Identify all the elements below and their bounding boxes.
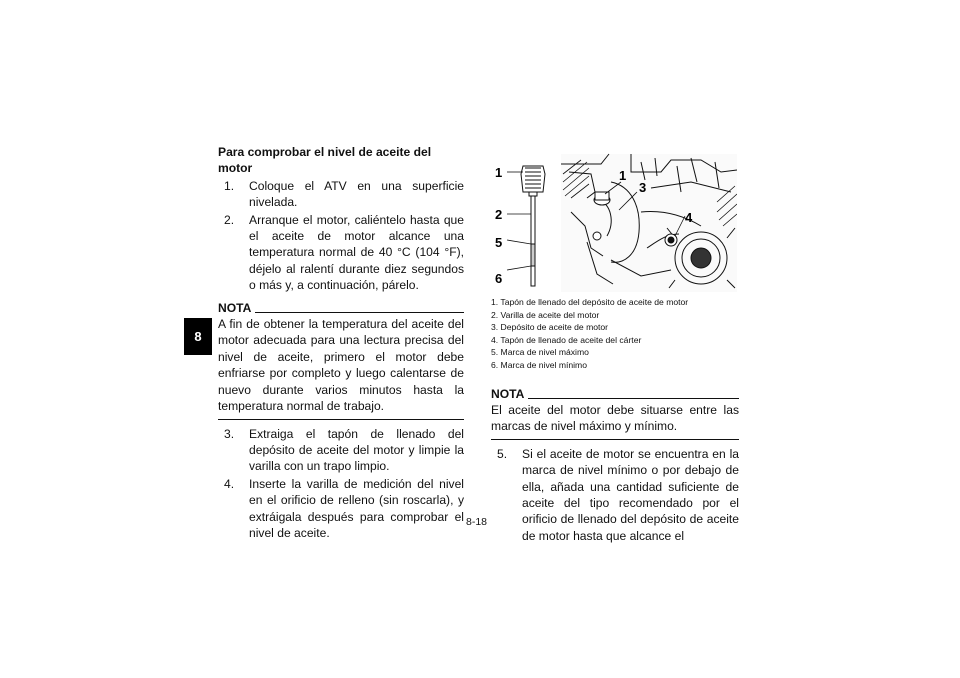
nota-rule: [255, 312, 464, 313]
step-number: 2.: [224, 212, 235, 227]
step-number: 4.: [224, 476, 235, 491]
figure-captions: [491, 296, 739, 372]
chapter-number: 8: [194, 329, 202, 344]
step-text: Coloque el ATV en una superficie nivelada.: [249, 178, 464, 210]
step-number: 5.: [497, 446, 508, 461]
right-column: [491, 152, 739, 545]
page-number: 8-18: [466, 516, 488, 528]
callout-3: 3: [639, 180, 647, 195]
caption-item: 2. Varilla de aceite del motor: [491, 309, 600, 320]
nota-end-rule: [218, 419, 464, 420]
caption-item: 6. Marca de nivel mínimo: [491, 359, 587, 370]
step-text: Si el aceite de motor se encuentra en la marca de nivel mínimo o por debajo de ella, añada una cantidad suficiente de aceite del tipo recomendado por el orificio de llenado del depósito de aceite de motor hasta que alcance el: [522, 446, 739, 543]
callout-5: 5: [495, 235, 503, 250]
callout-1-right: 1: [619, 168, 627, 183]
caption-item: 4. Tapón de llenado de aceite del cárter: [491, 334, 642, 345]
step-text: Arranque el motor, caliéntelo hasta que el aceite de motor alcance una temperatura normal de 40 °C (104 °F), déjelo al ralentí durante diez segundos o más y, a continuación, párelo.: [249, 212, 464, 293]
callout-2: 2: [495, 207, 503, 222]
step-number: 1.: [224, 178, 235, 193]
callout-6: 6: [495, 271, 503, 286]
nota-rule: [528, 398, 739, 399]
caption-item: 5. Marca de nivel máximo: [491, 347, 589, 358]
left-column: [218, 144, 464, 542]
step-text: Inserte la varilla de medición del nivel en el orificio de relleno (sin roscarla), y extráigala después para comprobar el nivel de aceite.: [249, 476, 464, 540]
nota-end-rule: [491, 439, 739, 440]
section-heading: Para comprobar el nivel de aceite del motor: [218, 145, 432, 176]
step-3: [224, 426, 464, 475]
nota-header-right: [491, 386, 739, 402]
callout-1-left: 1: [495, 165, 503, 180]
nota-text-right: El aceite del motor debe situarse entre las marcas de nivel máximo y mínimo.: [491, 402, 739, 434]
engine-illustration: [491, 152, 737, 292]
nota-label: NOTA: [218, 300, 252, 315]
callout-4: 4: [685, 210, 693, 225]
step-5: [497, 446, 739, 544]
chapter-tab: [184, 318, 212, 355]
step-number: 3.: [224, 426, 235, 441]
step-text: Extraiga el tapón de llenado del depósito de aceite del motor y limpie la varilla con un trapo limpio.: [249, 426, 464, 474]
step-4: [224, 476, 464, 542]
nota-label: NOTA: [491, 386, 525, 401]
caption-item: 1. Tapón de llenado del depósito de aceite de motor: [491, 297, 689, 307]
nota-header: [218, 300, 464, 316]
step-1: [224, 178, 464, 211]
caption-item: 3. Depósito de aceite de motor: [491, 322, 609, 333]
nota-text: A fin de obtener la temperatura del aceite del motor adecuada para una lectura precisa del nivel de aceite, primero el motor debe enfriarse por completo y luego calentarse de nuevo durante varios minutos hasta la temperatura normal de trabajo.: [218, 317, 464, 414]
step-2: [224, 212, 464, 294]
engine-oil-figure: [491, 152, 737, 292]
